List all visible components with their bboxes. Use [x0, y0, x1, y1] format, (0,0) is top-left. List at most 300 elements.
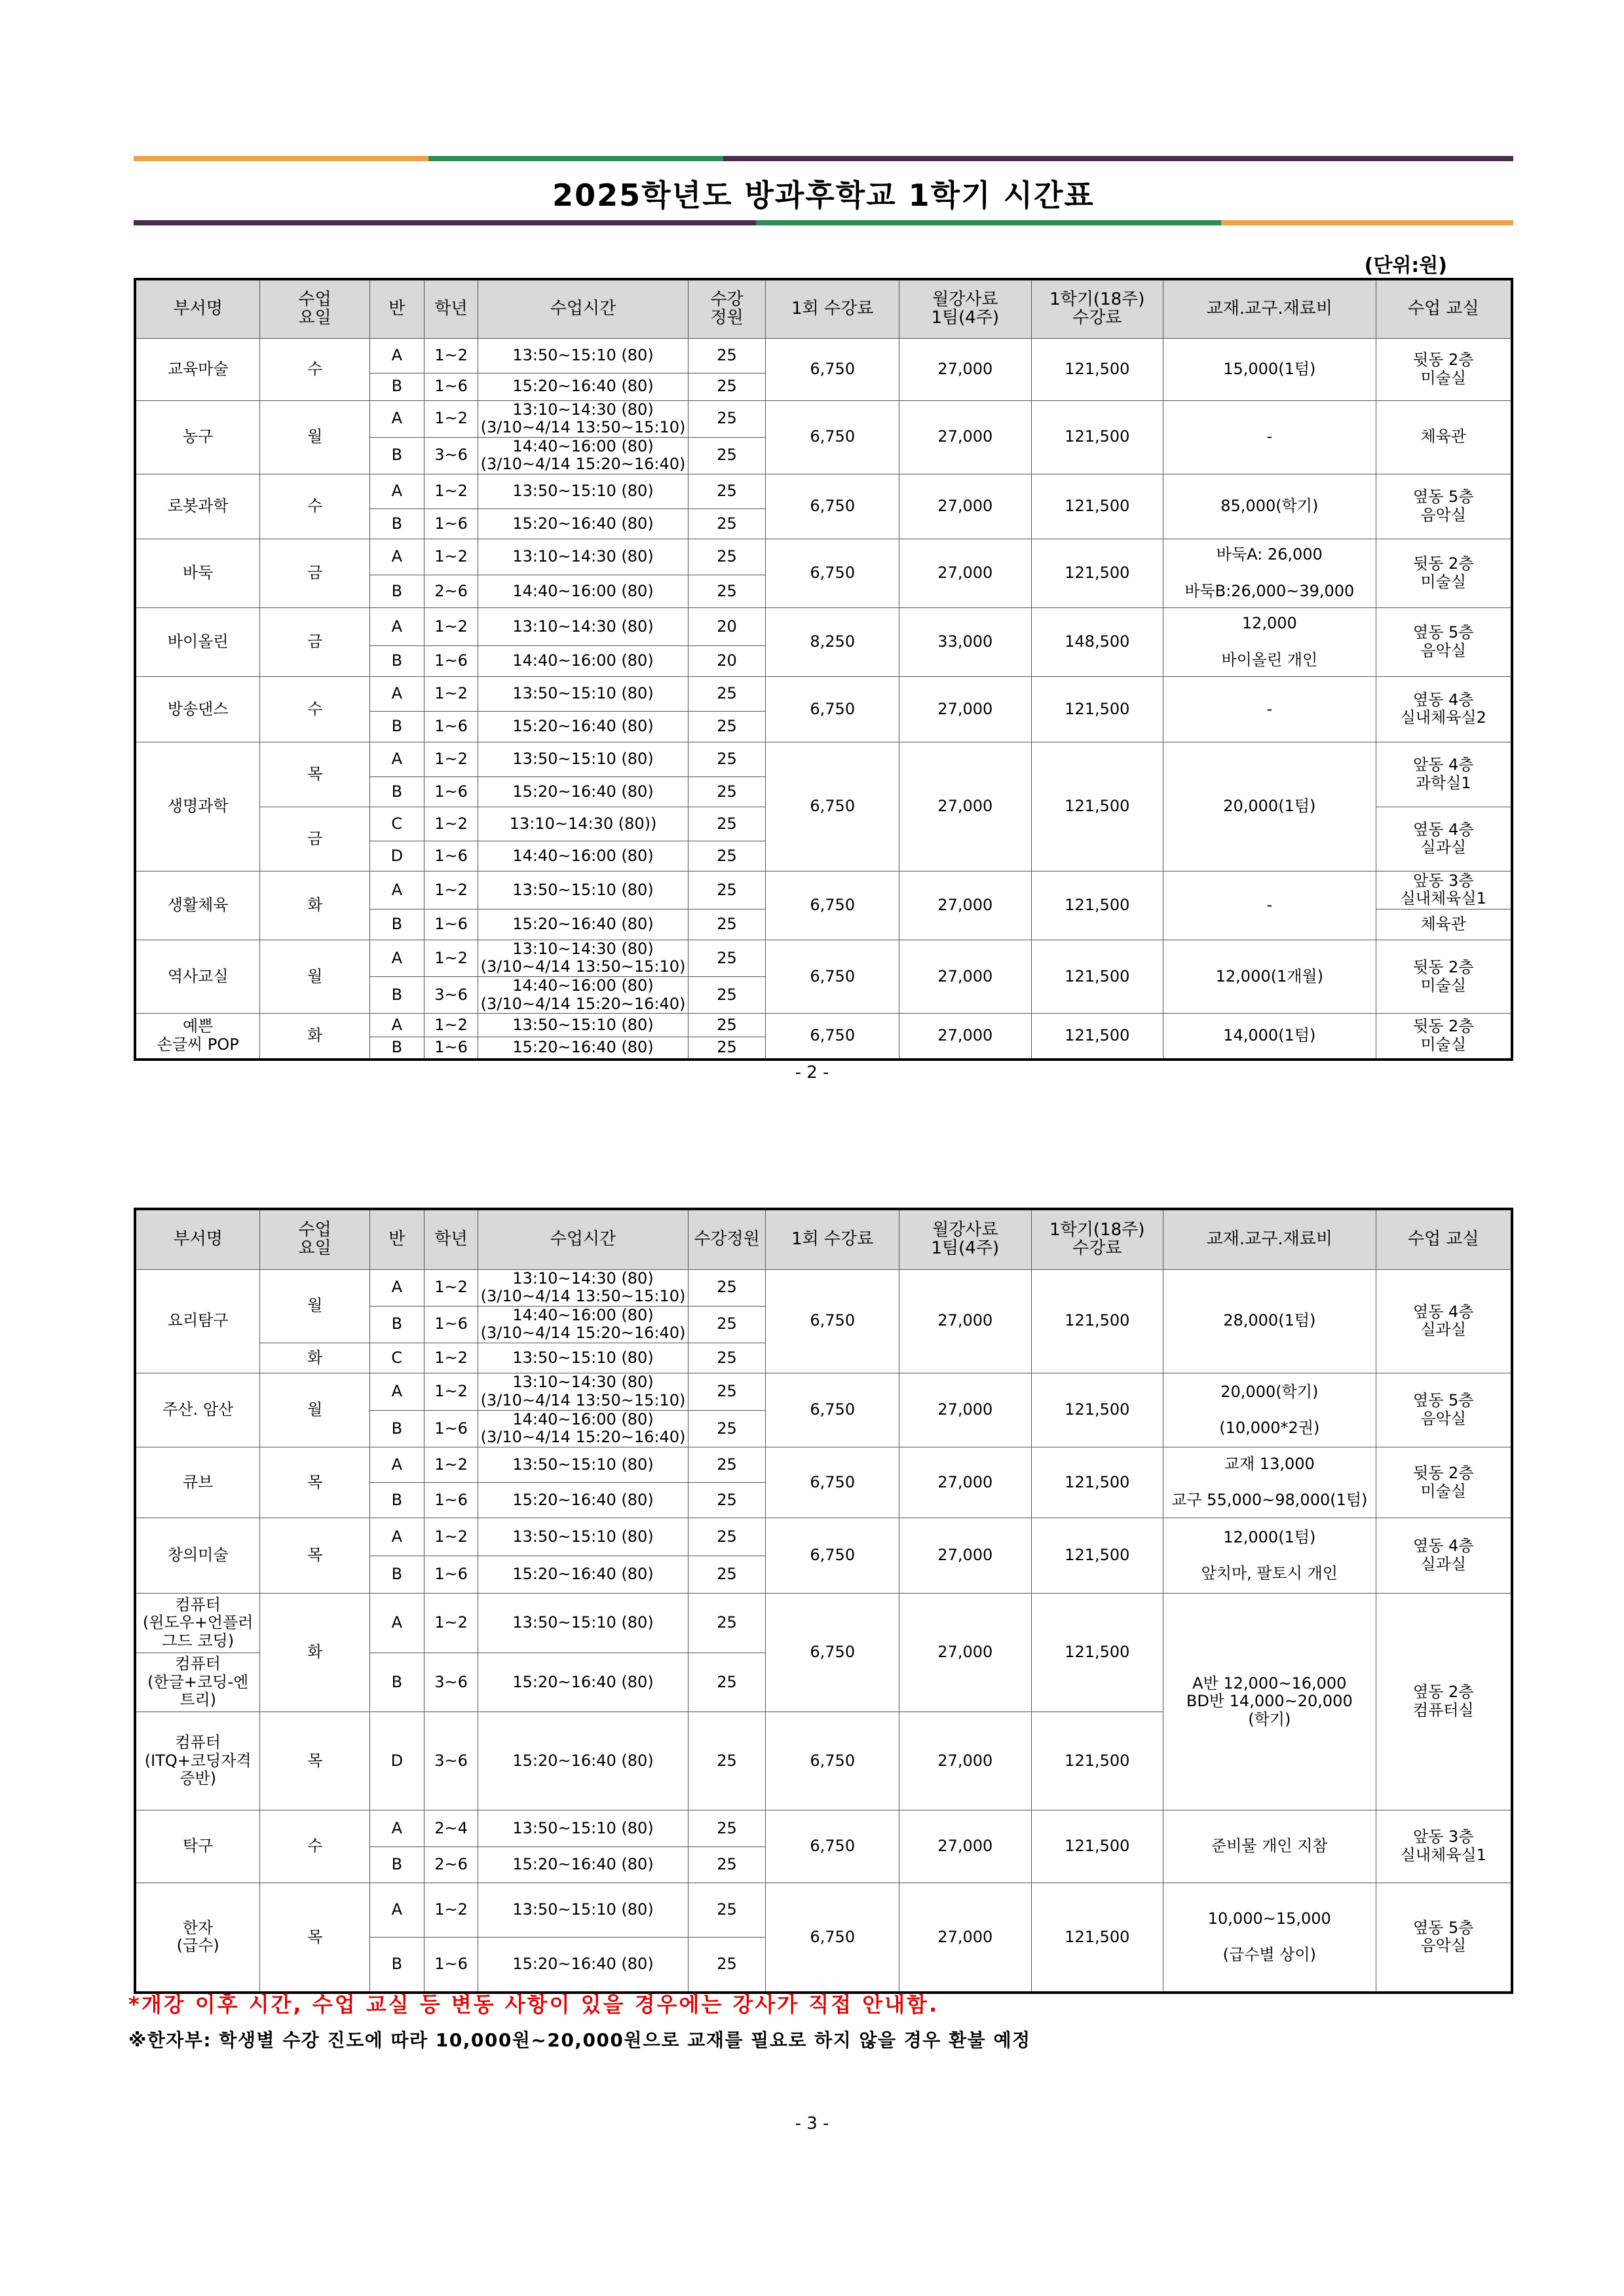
table-cell: 14:40~16:00 (80)	[478, 841, 688, 871]
table-cell: 25	[688, 1883, 766, 1938]
table-cell: 121,500	[1031, 1014, 1163, 1060]
table-cell: 화	[260, 1594, 370, 1712]
table-cell: 14:40~16:00 (80) (3/10~4/14 15:20~16:40)	[478, 1306, 688, 1343]
table-cell: 6,750	[766, 1269, 899, 1373]
table-cell: 1~6	[424, 645, 478, 676]
table-cell: 25	[688, 1306, 766, 1343]
table-cell: 목	[260, 1712, 370, 1810]
page-title: 2025학년도 방과후학교 1학기 시간표	[552, 178, 1095, 213]
table-cell: 1~6	[424, 1483, 478, 1518]
table-cell: 27,000	[899, 1594, 1032, 1712]
table-cell: 1~6	[424, 909, 478, 940]
table-cell: -	[1163, 400, 1376, 474]
column-header: 반	[369, 279, 424, 338]
table-cell: 6,750	[766, 1373, 899, 1447]
table-row	[135, 1810, 1512, 1847]
title-bar-bottom-green	[756, 220, 1221, 225]
table-row	[135, 474, 1512, 508]
table-cell: 바이올린	[135, 607, 260, 676]
table-cell: 1~2	[424, 1447, 478, 1483]
table-cell: 1~6	[424, 373, 478, 400]
table-cell: 25	[688, 1938, 766, 1993]
table-cell: 15:20~16:40 (80)	[478, 776, 688, 807]
table-cell: A반 12,000~16,000 BD반 14,000~20,000 (학기)	[1163, 1594, 1376, 1810]
table-cell: 수	[260, 338, 370, 400]
table-cell: 25	[688, 807, 766, 841]
table-cell: B	[369, 711, 424, 742]
table-cell: 1~2	[424, 1594, 478, 1653]
table-cell: 27,000	[899, 539, 1032, 607]
table-cell: B	[369, 1556, 424, 1594]
table-cell: 요리탐구	[135, 1269, 260, 1373]
table-cell: 25	[688, 1269, 766, 1306]
table-cell: 25	[688, 539, 766, 575]
table-cell: 13:50~15:10 (80)	[478, 871, 688, 909]
table-cell: 33,000	[899, 607, 1032, 676]
table-cell: 13:10~14:30 (80)	[478, 607, 688, 645]
table-cell: 15:20~16:40 (80)	[478, 1712, 688, 1810]
table-cell: -	[1163, 676, 1376, 742]
table-cell: 6,750	[766, 742, 899, 871]
table-cell: B	[369, 1410, 424, 1447]
table-cell: 6,750	[766, 1810, 899, 1883]
table-cell: 뒷동 2층 미술실	[1376, 940, 1512, 1013]
table-cell: 6,750	[766, 539, 899, 607]
column-header: 월강사료 1팀(4주)	[899, 279, 1032, 338]
table-cell: 14,000(1텀)	[1163, 1014, 1376, 1060]
unit-label: (단위:원)	[1364, 254, 1447, 277]
table-cell: 15:20~16:40 (80)	[478, 1037, 688, 1060]
table-cell: 6,750	[766, 1447, 899, 1518]
table-row	[135, 1883, 1512, 1938]
table-cell: 15:20~16:40 (80)	[478, 1938, 688, 1993]
table-cell: 방송댄스	[135, 676, 260, 742]
table-row	[135, 1373, 1512, 1410]
table-cell: 27,000	[899, 1883, 1032, 1993]
table-cell: 옆동 5층 음악실	[1376, 474, 1512, 539]
table-cell: 25	[688, 1037, 766, 1060]
table-cell: 월	[260, 940, 370, 1013]
table-cell: 27,000	[899, 1447, 1032, 1518]
table-cell: 1~6	[424, 1938, 478, 1993]
table-cell: 27,000	[899, 400, 1032, 474]
table-cell: 121,500	[1031, 742, 1163, 871]
column-header: 학년	[424, 279, 478, 338]
table-cell: 1~2	[424, 807, 478, 841]
table-cell: 목	[260, 742, 370, 807]
table-cell: B	[369, 508, 424, 539]
table-cell: 월	[260, 400, 370, 474]
table-cell: A	[369, 400, 424, 437]
column-header: 수강정원	[688, 1209, 766, 1269]
table-cell: 컴퓨터 (한글+코딩-엔 트리)	[135, 1653, 260, 1712]
table-row	[135, 871, 1512, 909]
table-cell: 20,000(학기) (10,000*2권)	[1163, 1373, 1376, 1447]
column-header: 부서명	[135, 279, 260, 338]
table-cell: 앞동 3층 실내체육실1	[1376, 871, 1512, 909]
table-cell: 예쁜 손글씨 POP	[135, 1014, 260, 1060]
table-cell: 13:50~15:10 (80)	[478, 338, 688, 373]
table-cell: 한자 (급수)	[135, 1883, 260, 1993]
schedule-table-page3	[134, 1208, 1513, 1994]
table-cell: 121,500	[1031, 338, 1163, 400]
table-cell: 25	[688, 1653, 766, 1712]
table-cell: 3~6	[424, 1712, 478, 1810]
table-row	[135, 539, 1512, 575]
table-cell: 15:20~16:40 (80)	[478, 508, 688, 539]
table-cell: A	[369, 742, 424, 776]
table-cell: 13:10~14:30 (80) (3/10~4/14 13:50~15:10)	[478, 940, 688, 976]
table-cell: 앞동 4층 과학실1	[1376, 742, 1512, 807]
table-cell: 25	[688, 1373, 766, 1410]
table-cell: 13:50~15:10 (80)	[478, 676, 688, 711]
column-header: 교재.교구.재료비	[1163, 279, 1376, 338]
table-cell: 화	[260, 1343, 370, 1373]
table-cell: A	[369, 871, 424, 909]
table-cell: 25	[688, 1594, 766, 1653]
table-cell: 13:50~15:10 (80)	[478, 742, 688, 776]
table-cell: 13:10~14:30 (80)	[478, 539, 688, 575]
table-cell: 27,000	[899, 338, 1032, 400]
table-cell: 1~6	[424, 1037, 478, 1060]
table-cell: 생활체육	[135, 871, 260, 940]
table-cell: 121,500	[1031, 1594, 1163, 1712]
table-cell: B	[369, 373, 424, 400]
table-cell: 25	[688, 776, 766, 807]
table-cell: A	[369, 539, 424, 575]
table-cell: 바둑A: 26,000 바둑B:26,000~39,000	[1163, 539, 1376, 607]
table-cell: 25	[688, 508, 766, 539]
column-header: 반	[369, 1209, 424, 1269]
table-cell: 13:50~15:10 (80)	[478, 474, 688, 508]
column-header: 수업 교실	[1376, 1209, 1512, 1269]
table-cell: 금	[260, 607, 370, 676]
table-cell: 농구	[135, 400, 260, 474]
table-cell: 큐브	[135, 1447, 260, 1518]
table-cell: 27,000	[899, 742, 1032, 871]
table-cell: A	[369, 1810, 424, 1847]
table-cell: B	[369, 1847, 424, 1883]
column-header: 1학기(18주) 수강료	[1031, 1209, 1163, 1269]
title-bar-top-green	[428, 156, 723, 161]
table-cell: 121,500	[1031, 1810, 1163, 1883]
table-cell: -	[1163, 871, 1376, 940]
column-header: 월강사료 1팀(4주)	[899, 1209, 1032, 1269]
table-cell: 옆동 5층 음악실	[1376, 1373, 1512, 1447]
table-cell: 준비물 개인 지참	[1163, 1810, 1376, 1883]
table-row	[135, 1447, 1512, 1483]
table-row	[135, 338, 1512, 373]
table-cell: 3~6	[424, 1653, 478, 1712]
table-header-row	[135, 279, 1512, 338]
column-header: 교재.교구.재료비	[1163, 1209, 1376, 1269]
table-cell: D	[369, 841, 424, 871]
table-cell: 25	[688, 977, 766, 1014]
table-cell: 수	[260, 474, 370, 539]
table-cell: A	[369, 940, 424, 976]
table-cell: 1~2	[424, 871, 478, 909]
table-cell: 2~6	[424, 575, 478, 607]
table-cell: B	[369, 437, 424, 474]
column-header: 1회 수강료	[766, 279, 899, 338]
table-cell: 1~6	[424, 1556, 478, 1594]
table-cell: 1~6	[424, 1306, 478, 1343]
change-notice: *개강 이후 시간, 수업 교실 등 변동 사항이 있을 경우에는 강사가 직접 안내함.	[128, 1992, 939, 2017]
table-cell: 1~2	[424, 940, 478, 976]
table-cell: 1~2	[424, 1014, 478, 1037]
table-cell: 25	[688, 1447, 766, 1483]
table-cell: 뒷동 2층 미술실	[1376, 338, 1512, 400]
title-bar-top-purple	[723, 156, 1513, 161]
table-cell: 27,000	[899, 1373, 1032, 1447]
table-cell: 20	[688, 607, 766, 645]
table-cell: 화	[260, 871, 370, 940]
table-cell: 15,000(1텀)	[1163, 338, 1376, 400]
table-cell: 14:40~16:00 (80)	[478, 575, 688, 607]
column-header: 1회 수강료	[766, 1209, 899, 1269]
table-cell: 27,000	[899, 1712, 1032, 1810]
column-header: 수업시간	[478, 279, 688, 338]
table-cell: 1~2	[424, 1343, 478, 1373]
table-cell: 체육관	[1376, 909, 1512, 940]
table-row	[135, 1269, 1512, 1306]
page-number-3: - 3 -	[795, 2114, 829, 2133]
table-row	[135, 400, 1512, 437]
table-cell: 수	[260, 1810, 370, 1883]
table-cell: B	[369, 575, 424, 607]
table-cell: 27,000	[899, 676, 1032, 742]
table-cell: 121,500	[1031, 1883, 1163, 1993]
table-cell: 27,000	[899, 1014, 1032, 1060]
table-cell: 25	[688, 400, 766, 437]
table-cell: 27,000	[899, 1518, 1032, 1594]
table-cell: 25	[688, 676, 766, 711]
table-cell: 13:50~15:10 (80)	[478, 1014, 688, 1037]
table-cell: 14:40~16:00 (80) (3/10~4/14 15:20~16:40)	[478, 1410, 688, 1447]
table-row	[135, 607, 1512, 645]
table-cell: 25	[688, 742, 766, 776]
table-cell: A	[369, 1518, 424, 1556]
table-cell: 월	[260, 1373, 370, 1447]
table-cell: 28,000(1텀)	[1163, 1269, 1376, 1373]
table-cell: 25	[688, 940, 766, 976]
table-cell: A	[369, 1594, 424, 1653]
table-cell: 25	[688, 437, 766, 474]
table-cell: B	[369, 1037, 424, 1060]
title-bar-bottom-orange	[1221, 220, 1513, 225]
table-cell: 13:10~14:30 (80))	[478, 807, 688, 841]
table-cell: 6,750	[766, 871, 899, 940]
table-cell: 27,000	[899, 871, 1032, 940]
table-cell: 뒷동 2층 미술실	[1376, 1447, 1512, 1518]
table-cell: 1~2	[424, 676, 478, 711]
table-cell: 목	[260, 1518, 370, 1594]
table-cell: 25	[688, 575, 766, 607]
table-cell: 27,000	[899, 940, 1032, 1013]
table-cell: 옆동 4층 실내체육실2	[1376, 676, 1512, 742]
table-cell: 25	[688, 871, 766, 909]
table-cell: 8,250	[766, 607, 899, 676]
table-cell: 10,000~15,000 (급수별 상이)	[1163, 1883, 1376, 1993]
table-cell: 12,000 바이올린 개인	[1163, 607, 1376, 676]
table-cell: 20,000(1텀)	[1163, 742, 1376, 871]
table-cell: 6,750	[766, 1518, 899, 1594]
table-cell: 13:10~14:30 (80) (3/10~4/14 13:50~15:10)	[478, 1269, 688, 1306]
table-cell: 12,000(1개월)	[1163, 940, 1376, 1013]
table-cell: B	[369, 776, 424, 807]
table-cell: 수	[260, 676, 370, 742]
table-cell: 6,750	[766, 1594, 899, 1712]
table-cell: 15:20~16:40 (80)	[478, 373, 688, 400]
table-cell: 121,500	[1031, 1269, 1163, 1373]
table-cell: 25	[688, 338, 766, 373]
table-cell: 15:20~16:40 (80)	[478, 1556, 688, 1594]
table-cell: B	[369, 1483, 424, 1518]
table-cell: 13:10~14:30 (80) (3/10~4/14 13:50~15:10)	[478, 400, 688, 437]
table-cell: 13:50~15:10 (80)	[478, 1883, 688, 1938]
table-cell: 6,750	[766, 1712, 899, 1810]
table-cell: 27,000	[899, 474, 1032, 539]
table-cell: C	[369, 807, 424, 841]
table-cell: 6,750	[766, 474, 899, 539]
table-cell: 121,500	[1031, 539, 1163, 607]
table-cell: 1~6	[424, 841, 478, 871]
table-cell: 1~2	[424, 1883, 478, 1938]
table-cell: 1~2	[424, 1269, 478, 1306]
table-cell: 25	[688, 711, 766, 742]
table-cell: 25	[688, 1410, 766, 1447]
table-cell: 3~6	[424, 977, 478, 1014]
table-row	[135, 1518, 1512, 1556]
column-header: 수강 정원	[688, 279, 766, 338]
table-cell: 1~2	[424, 338, 478, 373]
table-cell: 목	[260, 1883, 370, 1993]
table-cell: 25	[688, 1014, 766, 1037]
table-cell: B	[369, 1653, 424, 1712]
table-row	[135, 940, 1512, 976]
table-cell: 13:50~15:10 (80)	[478, 1447, 688, 1483]
table-cell: 121,500	[1031, 1712, 1163, 1810]
column-header: 1학기(18주) 수강료	[1031, 279, 1163, 338]
table-cell: 로봇과학	[135, 474, 260, 539]
table-cell: 25	[688, 841, 766, 871]
table-cell: 1~2	[424, 539, 478, 575]
table-cell: 2~4	[424, 1810, 478, 1847]
table-cell: 1~6	[424, 1410, 478, 1447]
table-cell: 목	[260, 1447, 370, 1518]
table-cell: 15:20~16:40 (80)	[478, 1847, 688, 1883]
column-header: 학년	[424, 1209, 478, 1269]
table-cell: 85,000(학기)	[1163, 474, 1376, 539]
table-cell: 25	[688, 373, 766, 400]
column-header: 수업 요일	[260, 1209, 370, 1269]
page-number-2: - 2 -	[795, 1063, 829, 1082]
schedule-table-page2	[134, 278, 1513, 1061]
table-cell: 옆동 2층 컴퓨터실	[1376, 1594, 1512, 1810]
table-row	[135, 742, 1512, 776]
table-cell: 금	[260, 539, 370, 607]
table-cell: 121,500	[1031, 871, 1163, 940]
table-cell: 1~2	[424, 474, 478, 508]
table-cell: A	[369, 607, 424, 645]
table-cell: B	[369, 1306, 424, 1343]
table-cell: 13:50~15:10 (80)	[478, 1343, 688, 1373]
table-cell: 창의미술	[135, 1518, 260, 1594]
table-cell: 2~6	[424, 1847, 478, 1883]
table-cell: 15:20~16:40 (80)	[478, 1653, 688, 1712]
table-cell: 14:40~16:00 (80) (3/10~4/14 15:20~16:40)	[478, 977, 688, 1014]
table-cell: 옆동 5층 음악실	[1376, 1883, 1512, 1993]
table-cell: A	[369, 1447, 424, 1483]
table-cell: 25	[688, 1483, 766, 1518]
table-cell: 생명과학	[135, 742, 260, 871]
table-cell: 14:40~16:00 (80) (3/10~4/14 15:20~16:40)	[478, 437, 688, 474]
table-cell: 1~6	[424, 508, 478, 539]
table-cell: 컴퓨터 (윈도우+언플러 그드 코딩)	[135, 1594, 260, 1653]
table-cell: 역사교실	[135, 940, 260, 1013]
table-cell: A	[369, 676, 424, 711]
table-cell: 뒷동 2층 미술실	[1376, 1014, 1512, 1060]
table-cell: 121,500	[1031, 400, 1163, 474]
table-cell: 옆동 4층 실과실	[1376, 807, 1512, 871]
table-cell: 27,000	[899, 1269, 1032, 1373]
table-cell: 월	[260, 1269, 370, 1343]
table-cell: A	[369, 1373, 424, 1410]
table-cell: 25	[688, 1556, 766, 1594]
table-cell: 6,750	[766, 338, 899, 400]
table-cell: A	[369, 1883, 424, 1938]
table-cell: 25	[688, 1343, 766, 1373]
table-cell: A	[369, 474, 424, 508]
table-cell: 1~2	[424, 1373, 478, 1410]
table-cell: 121,500	[1031, 1373, 1163, 1447]
table-cell: 탁구	[135, 1810, 260, 1883]
table-cell: 주산. 암산	[135, 1373, 260, 1447]
table-cell: 금	[260, 807, 370, 871]
table-cell: 25	[688, 1847, 766, 1883]
table-cell: 화	[260, 1014, 370, 1060]
table-cell: 13:50~15:10 (80)	[478, 1518, 688, 1556]
table-cell: 1~6	[424, 776, 478, 807]
table-cell: 121,500	[1031, 940, 1163, 1013]
table-cell: 1~2	[424, 607, 478, 645]
table-cell: B	[369, 645, 424, 676]
title-bar-bottom-purple	[134, 220, 756, 225]
table-cell: 25	[688, 474, 766, 508]
table-cell: 6,750	[766, 676, 899, 742]
table-cell: 15:20~16:40 (80)	[478, 909, 688, 940]
table-cell: 25	[688, 1712, 766, 1810]
table-cell: 6,750	[766, 1883, 899, 1993]
table-cell: 121,500	[1031, 1518, 1163, 1594]
table-cell: 25	[688, 909, 766, 940]
table-cell: B	[369, 1938, 424, 1993]
table-cell: 121,500	[1031, 474, 1163, 539]
table-row	[135, 1594, 1512, 1653]
table-cell: 뒷동 2층 미술실	[1376, 539, 1512, 607]
table-cell: 3~6	[424, 437, 478, 474]
table-cell: 컴퓨터 (ITQ+코딩자격 증반)	[135, 1712, 260, 1810]
table-cell: 앞동 3층 실내체육실1	[1376, 1810, 1512, 1883]
table-row	[135, 1014, 1512, 1037]
table-cell: 13:50~15:10 (80)	[478, 1810, 688, 1847]
table-cell: 옆동 4층 실과실	[1376, 1518, 1512, 1594]
column-header: 수업시간	[478, 1209, 688, 1269]
table-cell: 6,750	[766, 400, 899, 474]
column-header: 수업 요일	[260, 279, 370, 338]
column-header: 부서명	[135, 1209, 260, 1269]
table-cell: 옆동 5층 음악실	[1376, 607, 1512, 676]
